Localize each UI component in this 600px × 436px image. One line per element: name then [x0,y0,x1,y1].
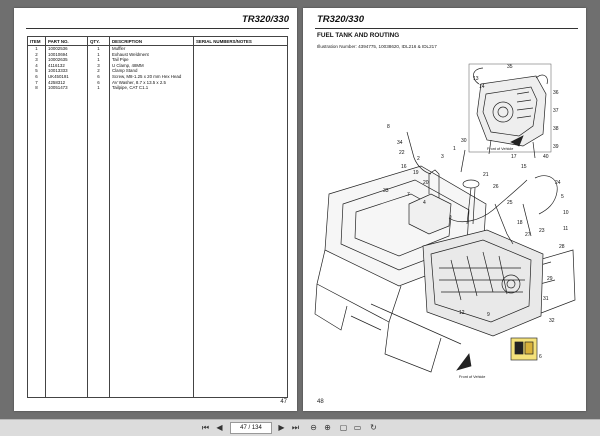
cell-description: Clamp Stand [110,68,194,74]
table-header-row [28,37,288,46]
callout: 16 [401,164,407,170]
callout: 18 [517,220,523,226]
callout: 7 [407,192,410,198]
title-rule [26,28,289,29]
front-of-vehicle-label: Front of Vehicle [487,147,514,151]
callout: 29 [547,276,553,282]
callout: 19 [413,170,419,176]
section-title: FUEL TANK AND ROUTING [317,32,400,39]
last-page-icon[interactable]: ⏭ [291,423,300,432]
model-title: TR320/330 [241,14,289,25]
col-header-serial-notes: SERIAL NUMBERS/NOTES [194,37,288,46]
cell-qty: 1 [88,52,110,58]
engine-inset [469,64,551,158]
page-number-field[interactable]: 47 / 134 [230,422,272,434]
callout: 26 [493,184,499,190]
callout: 10 [563,210,569,216]
cell-description: U Clamp, 48MM [110,63,194,69]
cell-qty: 6 [88,80,110,86]
cell-item: 8 [28,85,46,91]
page-number: 48 [317,399,324,405]
rotate-icon[interactable]: ↻ [370,423,377,432]
callout: 20 [423,180,429,186]
callout: 37 [553,108,559,114]
cell-description: Tailpipe, CAT C1.1 [110,85,194,91]
cell-description: Tail Pipe [110,57,194,63]
callout: 34 [397,140,403,146]
cell-qty: 1 [88,57,110,63]
first-page-icon[interactable]: ⏮ [201,423,210,432]
cell-description: AV Washer, 8.7 x 13.5 x 2.5 [110,80,194,86]
table-filler-row [28,91,288,398]
callout: 11 [563,226,569,232]
cell-part-no: 10051473 [46,85,88,91]
callout: 3 [441,154,444,160]
zoom-in-icon[interactable]: ⊕ [324,423,331,432]
cell-item: 5 [28,68,46,74]
cell-item: 3 [28,57,46,63]
zoom-out-icon[interactable]: ⊖ [310,423,317,432]
cell-description: Screw, M8-1.25 x 20 mm Hex Head [110,74,194,80]
cell-qty: 2 [88,68,110,74]
cell-part-no: UK450191 [46,74,88,80]
model-title: TR320/330 [317,14,365,25]
callout: 33 [383,188,389,194]
cell-item: 6 [28,74,46,80]
callout: 30 [461,138,467,144]
cell-part-no: 4258312 [46,80,88,86]
callout: 2 [417,156,420,162]
cell-part-no: 10010694 [46,52,88,58]
callout: 5 [561,194,564,200]
cell-item: 4 [28,63,46,69]
fuel-tank-diagram [311,54,579,394]
col-header-description: DESCRIPTION [110,37,194,46]
battery-inset [511,338,537,360]
cell-description: Muffler [110,46,194,52]
cell-item: 2 [28,52,46,58]
callout: 36 [553,90,559,96]
cell-description: Exhaust Weldment [110,52,194,58]
callout: 1 [453,146,456,152]
cell-qty: 3 [88,63,110,69]
front-of-vehicle-label: Front of Vehicle [459,375,486,379]
callout: 12 [459,310,465,316]
cell-qty: 1 [88,46,110,52]
callout: 6 [539,354,542,360]
callout: 17 [511,154,517,160]
callout: 39 [553,144,559,150]
callout: 14 [479,84,485,90]
left-page [14,8,297,411]
cell-part-no: 10002536 [46,46,88,52]
parts-table [27,36,288,398]
callout: 32 [549,318,555,324]
callout: 25 [507,200,513,206]
callout: 40 [543,154,549,160]
callout: 23 [539,228,545,234]
front-arrow-icon [457,354,471,370]
cell-qty: 6 [88,74,110,80]
callout: 35 [507,64,513,70]
col-header-part-no: PART NO. [46,37,88,46]
right-page [303,8,586,411]
callout: 4 [423,200,426,206]
callout: 21 [483,172,489,178]
callout: 8 [387,124,390,130]
fit-page-icon[interactable]: ▢ [339,423,348,432]
fit-width-icon[interactable]: ▭ [353,423,362,432]
callout: 22 [399,150,405,156]
engine-block [423,230,543,336]
viewer-toolbar [0,419,600,436]
callout: 31 [543,296,549,302]
col-header-item: ITEM [28,37,46,46]
callout: 13 [473,76,479,82]
prev-page-icon[interactable]: ◀ [216,423,223,432]
callout: 15 [521,164,527,170]
cell-item: 7 [28,80,46,86]
cell-part-no: 4116132 [46,63,88,69]
cell-item: 1 [28,46,46,52]
callout: 38 [553,126,559,132]
title-rule [315,28,578,29]
callout: 24 [555,180,561,186]
illustration-number: Illustration Number: 4394775, 10038620, IDL216 & IDL217 [317,44,437,49]
cell-part-no: 10013333 [46,68,88,74]
callout: 9 [487,312,490,318]
cell-qty: 1 [88,85,110,91]
page-number: 47 [280,399,287,405]
cell-part-no: 10002635 [46,57,88,63]
callout: 27 [525,232,531,238]
col-header-qty: QTY. [88,37,110,46]
callout: 28 [559,244,565,250]
next-page-icon[interactable]: ▶ [278,423,285,432]
